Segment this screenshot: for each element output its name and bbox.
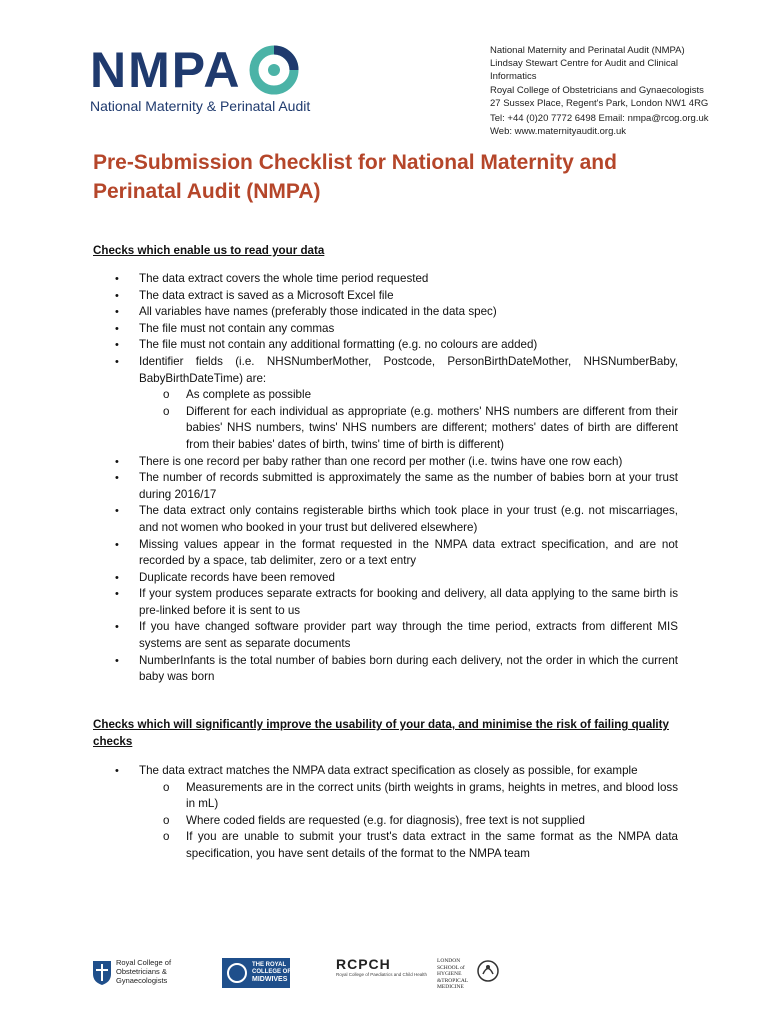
bullet-icon: • (115, 765, 119, 777)
sub-bullet-icon: o (163, 780, 170, 794)
sub-bullet-icon: o (163, 813, 170, 827)
rcm-logo (222, 958, 290, 988)
nmpa-logo (90, 42, 310, 120)
checklist-read-data (93, 271, 678, 686)
checklist-item (93, 337, 678, 354)
checklist-item (93, 354, 678, 454)
bullet-icon: • (115, 621, 119, 634)
logo-wordmark: NMPA (90, 42, 242, 98)
bullet-icon: • (115, 355, 119, 368)
bullet-icon: • (115, 273, 119, 285)
sub-checklist-item (139, 780, 678, 813)
sub-checklist-item-text: Where coded fields are requested (e.g. for diagnosis), free text is not supplied (186, 813, 585, 827)
rcog-logo (92, 956, 192, 992)
address-line: Web: www.maternityaudit.org.uk (490, 126, 627, 138)
checklist-item-text: Missing values appear in the format requested in the NMPA data extract specification, and are not recorded by a space, tab delimiter, zero or a text entry (139, 537, 678, 568)
bullet-icon: • (115, 289, 119, 302)
checklist-item-text: The file must not contain any commas (139, 321, 335, 335)
checklist-item-text: The number of records submitted is approximately the same as the number of babies born at your trust during 2016/17 (139, 471, 678, 501)
rcm-text: THE ROYAL (252, 962, 287, 968)
checklist-item-text: The file must not contain any additional formatting (e.g. no colours are added) (139, 338, 538, 352)
sub-checklist-item-text: Different for each individual as appropriate (e.g. mothers' NHS numbers are different from their babies' NHS numbers, twins' NHS numbers are different; mothers' dates of birth are different from their babies' dates of birth, twins' time of birth is different) (186, 404, 678, 451)
page-title (93, 148, 693, 206)
lshtm-crest-icon (477, 958, 499, 984)
bullet-icon: • (115, 306, 119, 319)
checklist-item (93, 619, 678, 652)
section-heading-read-data: Checks which enable us to read your data (93, 244, 325, 257)
sub-bullet-icon: o (163, 404, 170, 418)
checklist-item (93, 503, 678, 536)
checklist-item-text: If your system produces separate extracts for booking and delivery, all data applying to the same birth is pre-linked before it is sent to us (139, 587, 678, 617)
address-line: Lindsay Stewart Centre for Audit and Clinical (490, 58, 678, 70)
sub-bullet-icon: o (163, 388, 170, 402)
bullet-icon: • (115, 505, 119, 518)
section-heading-usability: Checks which will significantly improve the usability of your data, and minimise the risk of failing quality checks (93, 718, 669, 748)
checklist-item-text: NumberInfants is the total number of babies born during each delivery, not the order in which the current baby was born (139, 653, 678, 684)
rcm-emblem-icon (227, 963, 247, 983)
checklist-item-text: All variables have names (preferably those indicated in the data spec) (139, 305, 497, 319)
checklist-item (93, 586, 678, 619)
checklist-item-text: The data extract is saved as a Microsoft Excel file (139, 288, 394, 302)
bullet-icon: • (115, 472, 119, 485)
rcm-text: COLLEGE OF (252, 969, 291, 975)
lshtm-text: MEDICINE (437, 984, 464, 990)
checklist-item-text: Identifier fields (i.e. NHSNumberMother, Postcode, PersonBirthDateMother, NHSNumberBaby, BabyBirthDateTime) are: (139, 354, 678, 385)
rcog-shield-icon (92, 960, 112, 986)
rcpch-tagline: Royal College of Paediatrics and Child Health (336, 972, 428, 977)
sub-checklist-item-text: If you are unable to submit your trust's data extract in the same format as the NMPA data specification, you have sent details of the format to the NMPA team (186, 830, 678, 860)
checklist-item (93, 321, 678, 338)
rcpch-wordmark: RCPCH (336, 956, 391, 972)
title-line: Pre-Submission Checklist for National Maternity and (93, 151, 617, 174)
bullet-icon: • (115, 455, 119, 468)
lshtm-text: HYGIENE (437, 971, 462, 977)
checklist-item-text: The data extract covers the whole time period requested (139, 272, 429, 285)
checklist-item (93, 763, 678, 863)
sub-checklist (139, 387, 678, 453)
checklist-item (93, 288, 678, 305)
lshtm-text: SCHOOL of (437, 964, 465, 971)
rcog-text: Gynaecologists (116, 976, 168, 985)
checklist-item (93, 653, 678, 686)
checklist-item-text: The data extract only contains registerable births which took place in your trust (e.g. not miscarriages, and not women who booked in your trust but delivered elsewhere) (139, 504, 678, 534)
address-line: 27 Sussex Place, Regent's Park, London NW1 4RG (490, 97, 709, 109)
address-line: Royal College of Obstetricians and Gynaecologists (490, 84, 704, 96)
checklist-usability (93, 763, 678, 863)
rcog-text: Obstetricians & (116, 967, 167, 976)
sub-checklist-item (139, 829, 678, 862)
sub-checklist-item-text: As complete as possible (186, 388, 312, 402)
sub-checklist (139, 780, 678, 863)
footer-partner-logos (0, 956, 770, 996)
checklist-item-text: There is one record per baby rather than one record per mother (i.e. twins have one row each) (139, 454, 623, 468)
rcog-text: Royal College of (116, 958, 172, 967)
bullet-icon: • (115, 654, 119, 667)
sub-checklist-item (139, 404, 678, 454)
logo-ring-icon (248, 44, 300, 96)
lshtm-logo (437, 956, 501, 992)
checklist-item (93, 271, 678, 288)
bullet-icon: • (115, 322, 119, 335)
lshtm-text: &TROPICAL (437, 977, 469, 984)
title-line: Perinatal Audit (NMPA) (93, 180, 321, 203)
checklist-item (93, 454, 678, 471)
checklist-item-text: Duplicate records have been removed (139, 570, 335, 584)
checklist-item-text: If you have changed software provider part way through the time period, extracts from different MIS systems are sent as separate documents (139, 620, 678, 651)
sub-checklist-item-text: Measurements are in the correct units (birth weights in grams, heights in metres, and blood loss in mL) (186, 780, 678, 811)
checklist-item (93, 570, 678, 587)
sub-checklist-item (139, 813, 678, 830)
logo-subtitle: National Maternity & Perinatal Audit (90, 98, 311, 114)
bullet-icon: • (115, 571, 119, 584)
rcpch-logo (336, 956, 428, 992)
address-line: National Maternity and Perinatal Audit (NMPA) (490, 45, 685, 56)
bullet-icon: • (115, 538, 119, 551)
address-line: Tel: +44 (0)20 7772 6498 Email: nmpa@rcog.org.uk (490, 113, 709, 125)
address-line: Informatics (490, 71, 537, 83)
checklist-item (93, 304, 678, 321)
lshtm-text: LONDON (437, 958, 461, 964)
checklist-item-text: The data extract matches the NMPA data extract specification as closely as possible, for example (139, 764, 638, 777)
checklist-item (93, 537, 678, 570)
checklist-item (93, 470, 678, 503)
sub-checklist-item (139, 387, 678, 404)
bullet-icon: • (115, 588, 119, 601)
contact-address (490, 44, 740, 138)
rcm-text: MIDWIVES (252, 976, 288, 983)
bullet-icon: • (115, 339, 119, 352)
sub-bullet-icon: o (163, 830, 170, 844)
